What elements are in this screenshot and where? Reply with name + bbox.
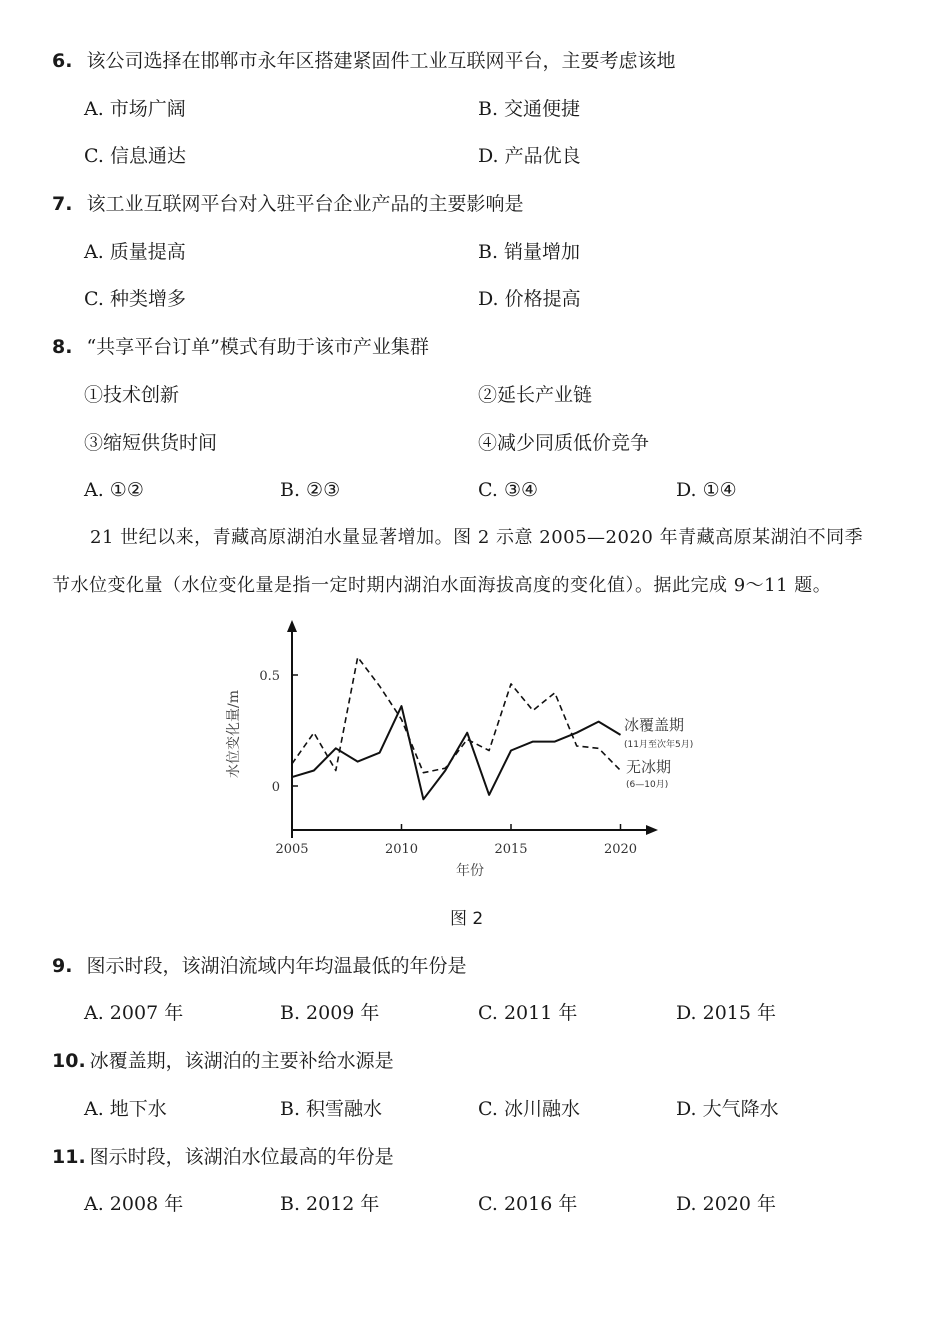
question-text: 该公司选择在邯郸市永年区搭建紧固件工业互联网平台，主要考虑该地 — [86, 50, 676, 72]
question-text: 冰覆盖期，该湖泊的主要补给水源是 — [89, 1050, 394, 1072]
legend-ice-period-label: 冰覆盖期 — [624, 716, 685, 734]
q8-option-d[interactable]: D. ①④ — [676, 479, 737, 501]
question-text: 该工业互联网平台对入驻平台企业产品的主要影响是 — [86, 193, 524, 215]
question-number: 10. — [52, 1050, 86, 1072]
q11-option-d[interactable]: D. 2020 年 — [676, 1193, 777, 1215]
x-axis-arrow — [646, 825, 658, 835]
x-tick-label: 2015 — [494, 842, 528, 857]
y-axis-label: 水位变化量/m — [226, 690, 242, 778]
x-tick-label: 2010 — [384, 842, 419, 857]
x-tick-label: 2020 — [603, 842, 638, 857]
q6-option-a[interactable]: A. 市场广阔 — [84, 98, 186, 120]
q11-option-c[interactable]: C. 2016 年 — [478, 1193, 578, 1215]
question-number: 8. — [52, 336, 73, 358]
q8-statement-2: ②延长产业链 — [478, 384, 593, 406]
y-tick-label: 0.5 — [259, 669, 280, 684]
y-axis-arrow — [287, 620, 297, 632]
q7-option-d[interactable]: D. 价格提高 — [478, 288, 581, 310]
question-7-stem — [52, 191, 523, 217]
q8-option-c[interactable]: C. ③④ — [478, 479, 539, 501]
q9-option-c[interactable]: C. 2011 年 — [478, 1002, 578, 1024]
figure-caption: 图 2 — [450, 909, 484, 929]
legend-ice-period-note: (11月至次年5月) — [624, 740, 694, 750]
q7-option-c[interactable]: C. 种类增多 — [84, 288, 186, 310]
q11-option-a[interactable]: A. 2008 年 — [84, 1193, 184, 1215]
series-ice-free-line — [292, 657, 621, 773]
x-tick-label: 2005 — [275, 842, 309, 857]
q9-option-b[interactable]: B. 2009 年 — [280, 1002, 380, 1024]
question-number: 6. — [52, 50, 73, 72]
q7-option-a[interactable]: A. 质量提高 — [84, 241, 186, 263]
question-number: 7. — [52, 193, 73, 215]
legend-ice-free-note: (6—10月) — [626, 780, 669, 790]
x-axis-label: 年份 — [456, 863, 484, 879]
question-text: 图示时段，该湖泊水位最高的年份是 — [89, 1146, 394, 1168]
q10-option-a[interactable]: A. 地下水 — [84, 1098, 167, 1120]
question-text: “共享平台订单”模式有助于该市产业集群 — [86, 336, 429, 358]
q6-option-d[interactable]: D. 产品优良 — [478, 145, 581, 167]
q6-option-c[interactable]: C. 信息通达 — [84, 145, 186, 167]
intro-line-2: 节水位变化量（水位变化量是指一定时期内湖泊水面海拔高度的变化值）。据此完成 9～11 题。 — [52, 575, 832, 596]
q10-option-c[interactable]: C. 冰川融水 — [478, 1098, 580, 1120]
question-9-stem — [52, 953, 466, 979]
y-tick-label: 0 — [271, 780, 280, 795]
q8-option-a[interactable]: A. ①② — [84, 479, 144, 501]
q8-statement-3: ③缩短供货时间 — [84, 432, 218, 454]
q10-option-d[interactable]: D. 大气降水 — [676, 1098, 779, 1120]
legend-ice-free-label: 无冰期 — [626, 758, 672, 776]
question-6-stem — [52, 48, 675, 74]
water-level-chart — [200, 612, 720, 902]
q8-statement-4: ④减少同质低价竞争 — [478, 432, 650, 454]
q9-option-d[interactable]: D. 2015 年 — [676, 1002, 777, 1024]
q6-option-b[interactable]: B. 交通便捷 — [478, 98, 581, 120]
q8-option-b[interactable]: B. ②③ — [280, 479, 341, 501]
question-number: 11. — [52, 1146, 86, 1168]
question-10-stem — [52, 1048, 394, 1074]
q8-statement-1: ①技术创新 — [84, 384, 180, 406]
q11-option-b[interactable]: B. 2012 年 — [280, 1193, 380, 1215]
chart-svg — [200, 612, 720, 902]
question-number: 9. — [52, 955, 73, 977]
q7-option-b[interactable]: B. 销量增加 — [478, 241, 581, 263]
q10-option-b[interactable]: B. 积雪融水 — [280, 1098, 383, 1120]
question-text: 图示时段，该湖泊流域内年均温最低的年份是 — [86, 955, 467, 977]
intro-line-1: 21 世纪以来，青藏高原湖泊水量显著增加。图 2 示意 2005—2020 年青藏高原某湖泊不同季 — [90, 527, 864, 548]
question-8-stem — [52, 334, 429, 360]
q9-option-a[interactable]: A. 2007 年 — [84, 1002, 184, 1024]
question-11-stem — [52, 1144, 394, 1170]
